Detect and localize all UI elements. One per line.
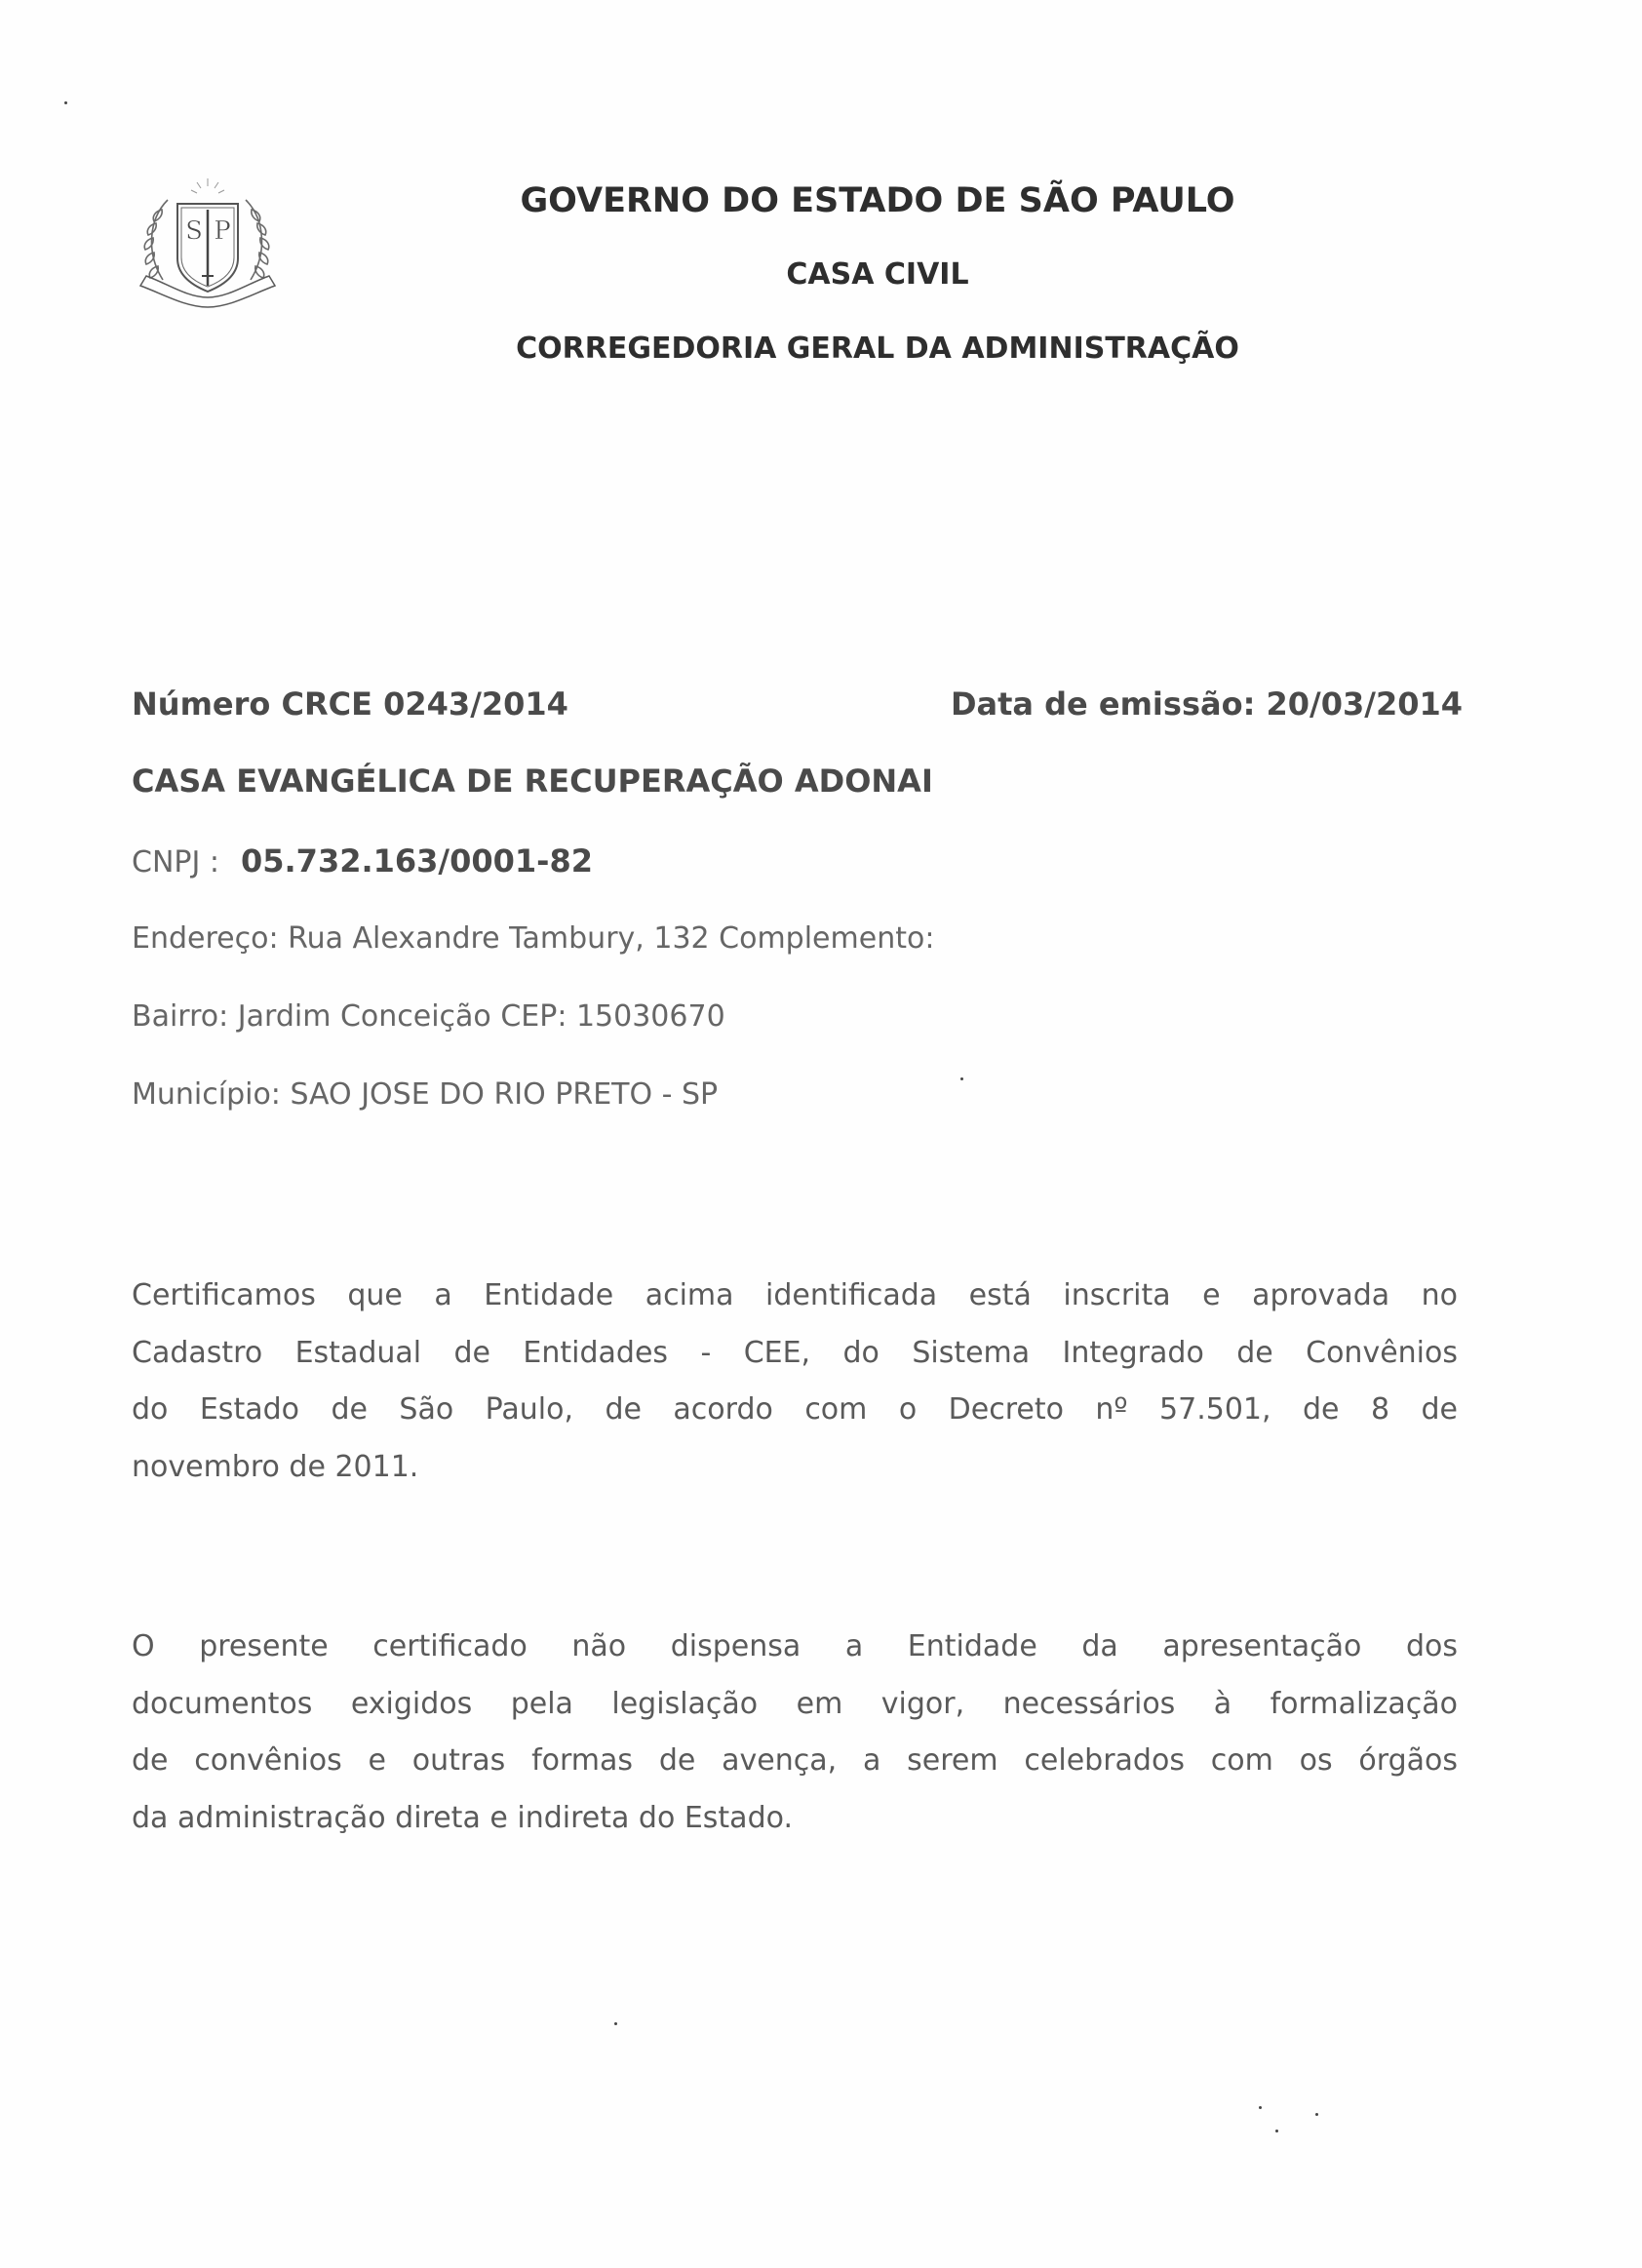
- sao-paulo-coat-of-arms-seal: [129, 161, 285, 317]
- paragraph-line: Certificamos que a Entidade acima identificada está inscrita e aprovada no: [132, 1278, 1458, 1312]
- cnpj-value: 05.732.163/0001-82: [240, 842, 593, 880]
- address-line: Endereço: Rua Alexandre Tambury, 132 Complemento:: [132, 921, 935, 956]
- seal-letter-s: S: [185, 216, 203, 246]
- municipality-line: Município: SAO JOSE DO RIO PRETO - SP: [132, 1077, 719, 1112]
- scan-speck: [64, 101, 67, 104]
- scan-speck: [614, 2022, 617, 2025]
- paragraph-line: documentos exigidos pela legislação em vigor, necessários à formalização: [132, 1686, 1458, 1721]
- seal-letter-p: P: [214, 216, 231, 246]
- scan-speck: [1259, 2106, 1262, 2109]
- entity-name: CASA EVANGÉLICA DE RECUPERAÇÃO ADONAI: [132, 763, 933, 800]
- certificate-number: Número CRCE 0243/2014: [132, 685, 568, 723]
- paragraph-line: novembro de 2011.: [132, 1449, 419, 1484]
- paragraph-line: de convênios e outras formas de avença, a serem celebrados com os órgãos: [132, 1743, 1458, 1778]
- casa-civil-subtitle: CASA CIVIL: [786, 257, 969, 292]
- cnpj-label: CNPJ :: [132, 845, 219, 880]
- paragraph-line: O presente certificado não dispensa a Entidade da apresentação dos: [132, 1629, 1458, 1663]
- scan-speck: [960, 1077, 963, 1080]
- cnpj-row: [132, 842, 593, 880]
- paragraph-line: da administração direta e indireta do Estado.: [132, 1800, 793, 1835]
- department-title: CORREGEDORIA GERAL DA ADMINISTRAÇÃO: [516, 332, 1239, 366]
- scan-speck: [1315, 2113, 1318, 2116]
- certification-paragraph: [132, 1268, 1458, 1496]
- issue-date: Data de emissão: 20/03/2014: [950, 685, 1463, 723]
- paragraph-line: Cadastro Estadual de Entidades - CEE, do Sistema Integrado de Convênios: [132, 1335, 1458, 1370]
- scan-speck: [1275, 2130, 1278, 2132]
- paragraph-line: do Estado de São Paulo, de acordo com o Decreto nº 57.501, de 8 de: [132, 1392, 1458, 1427]
- disclaimer-paragraph: [132, 1619, 1458, 1847]
- government-title: GOVERNO DO ESTADO DE SÃO PAULO: [520, 181, 1235, 220]
- district-line: Bairro: Jardim Conceição CEP: 15030670: [132, 999, 725, 1034]
